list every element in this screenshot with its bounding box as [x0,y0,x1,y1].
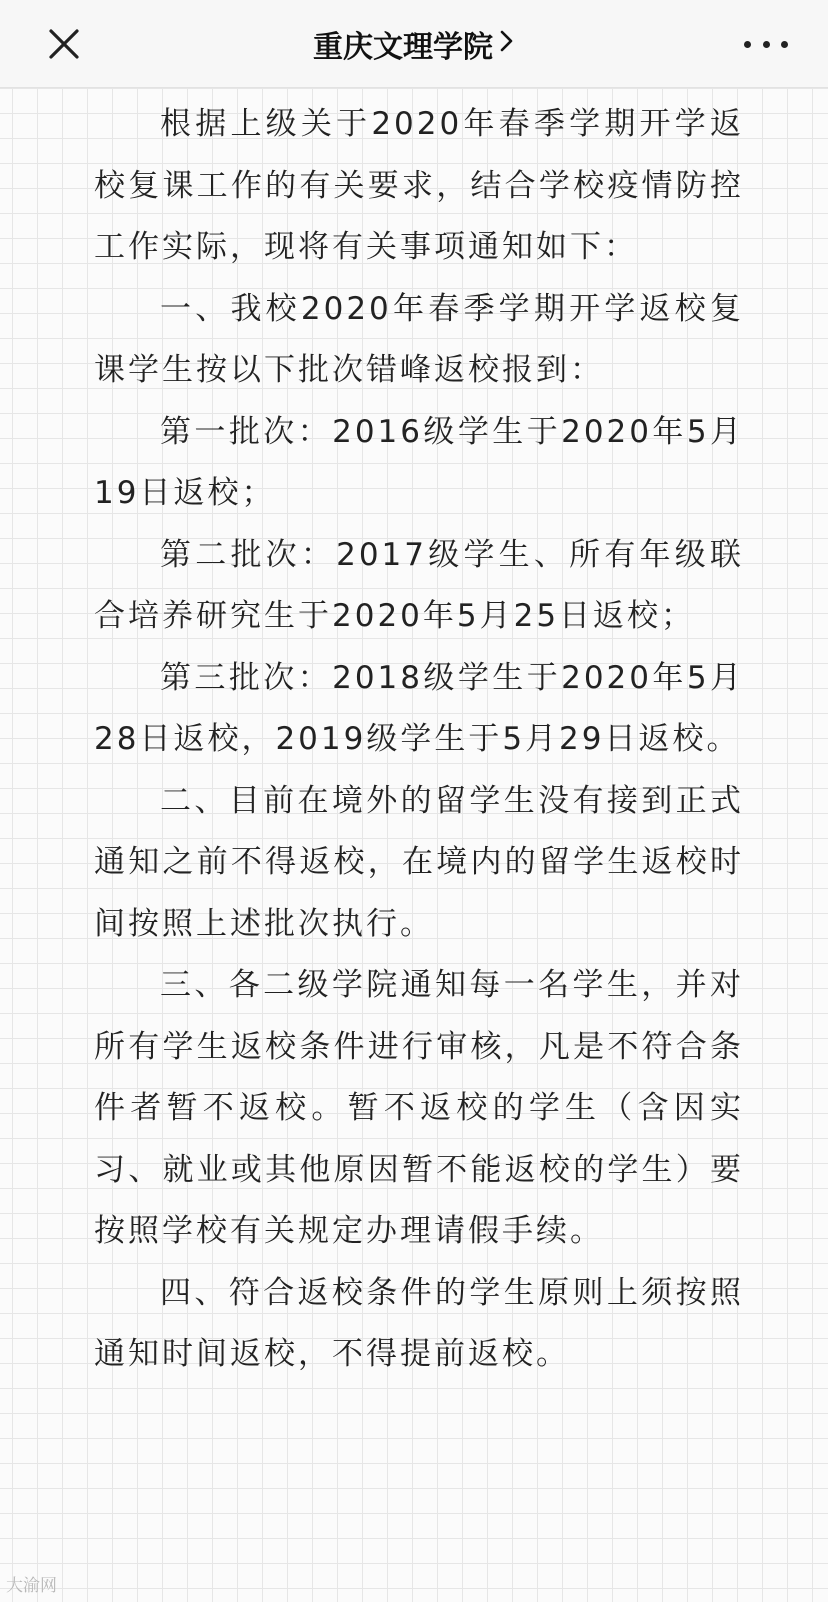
close-button[interactable] [44,24,84,64]
article-body [94,94,744,1386]
paragraph-batch-2: 第二批次：2017级学生、所有年级联合培养研究生于2020年5月25日返校； [94,536,744,634]
paragraph-batch-3: 第三批次：2018级学生于2020年5月28日返校，2019级学生于5月29日返校。 [94,659,744,757]
account-title: 重庆文理学院 [313,30,493,65]
account-title-button[interactable] [313,22,515,66]
paragraph-batch-1: 第一批次：2016级学生于2020年5月19日返校； [94,413,744,511]
chevron-right-icon [499,27,515,62]
article-content [0,88,828,1602]
close-icon [44,24,84,64]
paragraph-intro: 根据上级关于2020年春季学期开学返校复课工作的有关要求，结合学校疫情防控工作实际，现将有关事项通知如下： [94,106,744,265]
paragraph-item-1: 一、我校2020年春季学期开学返校复课学生按以下批次错峰返校报到： [94,290,744,388]
paragraph-item-4: 四、符合返校条件的学生原则上须按照通知时间返校，不得提前返校。 [94,1274,744,1372]
paragraph-item-3: 三、各二级学院通知每一名学生，并对所有学生返校条件进行审核，凡是不符合条件者暂不返校。暂不返校的学生（含因实习、就业或其他原因暂不能返校的学生）要按照学校有关规定办理请假手续。 [94,967,744,1249]
paragraph-item-2: 二、目前在境外的留学生没有接到正式通知之前不得返校，在境内的留学生返校时间按照上述批次执行。 [94,782,744,942]
top-nav-bar [0,0,828,88]
more-icon[interactable] [744,30,788,58]
watermark: 大渝网 [6,1576,57,1596]
